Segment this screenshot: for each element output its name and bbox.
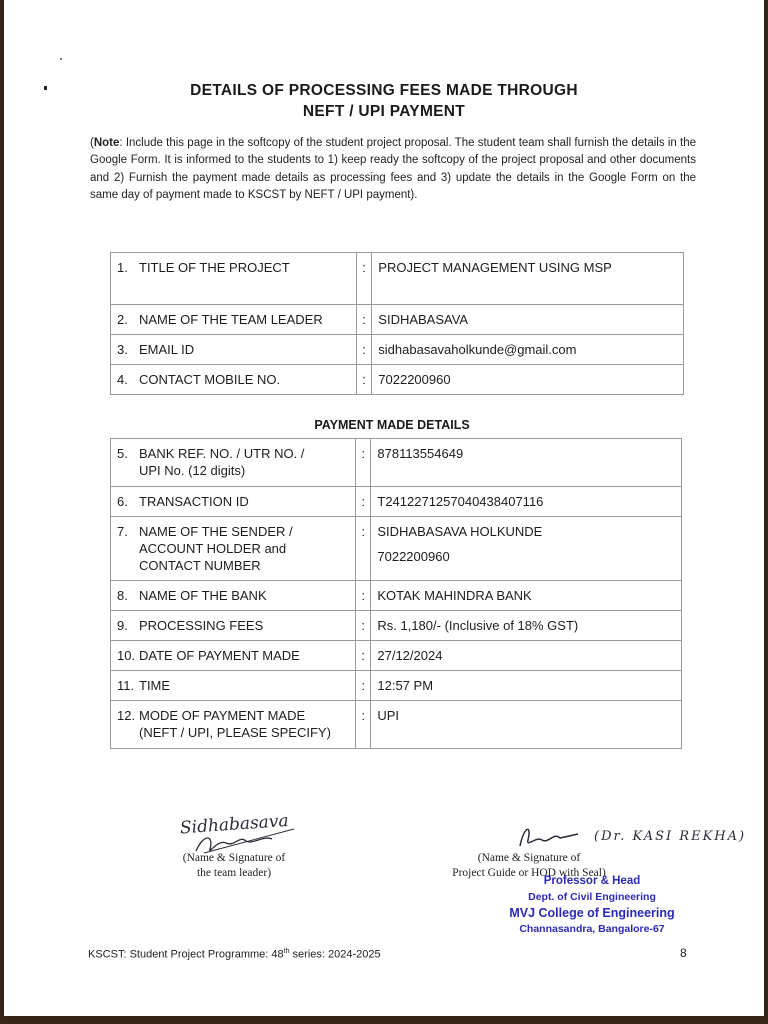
document-page (4, 0, 764, 1016)
page-title-line2: NEFT / UPI PAYMENT (302, 103, 466, 120)
sign-caption-line: Project Guide or HOD with Seal) (452, 867, 606, 879)
time-value: 12:57 PM (371, 671, 682, 701)
mobile-value: 7022200960 (372, 365, 684, 395)
footer-text: KSCST: Student Project Programme: 48th series: 2024-2025 (88, 948, 381, 961)
note-label: Note (93, 137, 120, 149)
table-row (111, 517, 682, 581)
transaction-id-value: T2412271257040438407116 (371, 487, 682, 517)
row-label-cont: UPI No. (12 digits) (139, 463, 246, 478)
colon: : (356, 581, 371, 611)
row-label: TITLE OF THE PROJECT (139, 260, 290, 275)
payment-date-value: 27/12/2024 (371, 641, 682, 671)
team-leader-signature (174, 805, 324, 857)
table-row (111, 671, 682, 701)
note-paragraph: (Note: Include this page in the softcopy of the student project proposal. The student team shall furnish the details in the Google Form. It is informed to the students to 1) keep ready the softcopy of the project proposal and other documents and 2) Furnish the payment made details as processing fees and 3) update the details in the Google Form on the same day of payment made to KSCST by NEFT / UPI payment). (90, 137, 697, 201)
sign-caption-line: the team leader) (196, 867, 272, 879)
team-leader-sign-caption (154, 851, 314, 881)
stamp-line: Channasandra, Bangalore-67 (519, 923, 665, 935)
row-number: 3. (117, 342, 128, 357)
table-row (111, 581, 682, 611)
note-text: Include this page in the softcopy of the student project proposal. The student team shall furnish the details in the Google Form. It is informed to the students to 1) keep ready the softcopy of the project proposal and other documents and 2) Furnish the payment made details as processing fees and 3) update the details in the Google Form on the same day of payment made to KSCST by NEFT / UPI payment). (90, 137, 697, 201)
row-label: NAME OF THE BANK (139, 588, 267, 603)
row-number: 6. (117, 494, 128, 509)
colon: : (356, 439, 371, 487)
row-number: 10. (117, 648, 136, 663)
colon: : (356, 487, 371, 517)
colon: : (356, 517, 371, 581)
stamp-line: Professor & Head (543, 875, 641, 887)
colon: : (356, 671, 371, 701)
colon: : (356, 365, 371, 395)
row-label-cont: (NEFT / UPI, PLEASE SPECIFY) (139, 725, 331, 740)
colon: : (356, 305, 371, 335)
colon: : (356, 611, 371, 641)
table-row (111, 305, 684, 335)
payment-details-table (110, 438, 682, 749)
table-row (111, 335, 684, 365)
colon: : (356, 641, 371, 671)
sender-contact-value: 7022200960 (377, 549, 450, 564)
row-label: TRANSACTION ID (139, 494, 249, 509)
table-row (111, 701, 682, 749)
colon: : (356, 253, 371, 305)
table-row (111, 487, 682, 517)
row-number: 11. (117, 678, 135, 693)
payment-section-heading: PAYMENT MADE DETAILS (314, 418, 470, 432)
row-label: EMAIL ID (139, 342, 195, 357)
table-row (111, 641, 682, 671)
table-row (111, 611, 682, 641)
scan-speck (60, 58, 62, 60)
table-row (111, 365, 684, 395)
row-number: 8. (117, 588, 128, 603)
row-label: DATE OF PAYMENT MADE (139, 648, 300, 663)
page-number: 8 (680, 946, 687, 960)
page-title-line1: DETAILS OF PROCESSING FEES MADE THROUGH (190, 82, 578, 99)
row-number: 4. (117, 372, 128, 387)
stamp-line: MVJ College of Engineering (509, 906, 675, 920)
row-label: MODE OF PAYMENT MADE (139, 708, 306, 723)
table-row (111, 253, 684, 305)
row-label: NAME OF THE SENDER / (139, 524, 293, 539)
colon: : (356, 701, 371, 749)
table-row (111, 439, 682, 487)
bank-name-value: KOTAK MAHINDRA BANK (371, 581, 682, 611)
row-number: 5. (117, 446, 128, 461)
utr-value: 878113554649 (371, 439, 682, 487)
project-details-table (110, 252, 684, 395)
stamp-line: Dept. of Civil Engineering (528, 891, 656, 903)
email-value: sidhabasavaholkunde@gmail.com (372, 335, 684, 365)
processing-fees-value: Rs. 1,180/- (Inclusive of 18% GST) (371, 611, 682, 641)
row-label: TIME (139, 678, 171, 693)
row-label-cont: ACCOUNT HOLDER and (139, 541, 287, 556)
row-label: PROCESSING FEES (139, 618, 264, 633)
row-label: BANK REF. NO. / UTR NO. / (139, 446, 305, 461)
guide-handwritten-name: (Dr. KASI REKHA) (594, 829, 747, 844)
department-stamp (482, 873, 702, 937)
colon: : (356, 335, 371, 365)
row-number: 7. (117, 524, 128, 539)
row-number: 1. (117, 260, 128, 275)
row-label: CONTACT MOBILE NO. (139, 372, 281, 387)
row-label-cont: CONTACT NUMBER (139, 558, 261, 573)
row-number: 9. (117, 618, 128, 633)
payment-mode-value: UPI (371, 701, 682, 749)
project-title-value: PROJECT MANAGEMENT USING MSP (372, 253, 684, 305)
row-label: NAME OF THE TEAM LEADER (139, 312, 323, 327)
sender-name-value: SIDHABASAVA HOLKUNDE (377, 524, 543, 539)
svg-text:Sidhabasava: Sidhabasava (179, 810, 290, 839)
row-number: 12. (117, 708, 136, 723)
sign-caption-line: (Name & Signature of (477, 852, 581, 864)
sign-caption-line: (Name & Signature of (182, 852, 286, 864)
row-number: 2. (117, 312, 128, 327)
team-leader-value: SIDHABASAVA (372, 305, 684, 335)
